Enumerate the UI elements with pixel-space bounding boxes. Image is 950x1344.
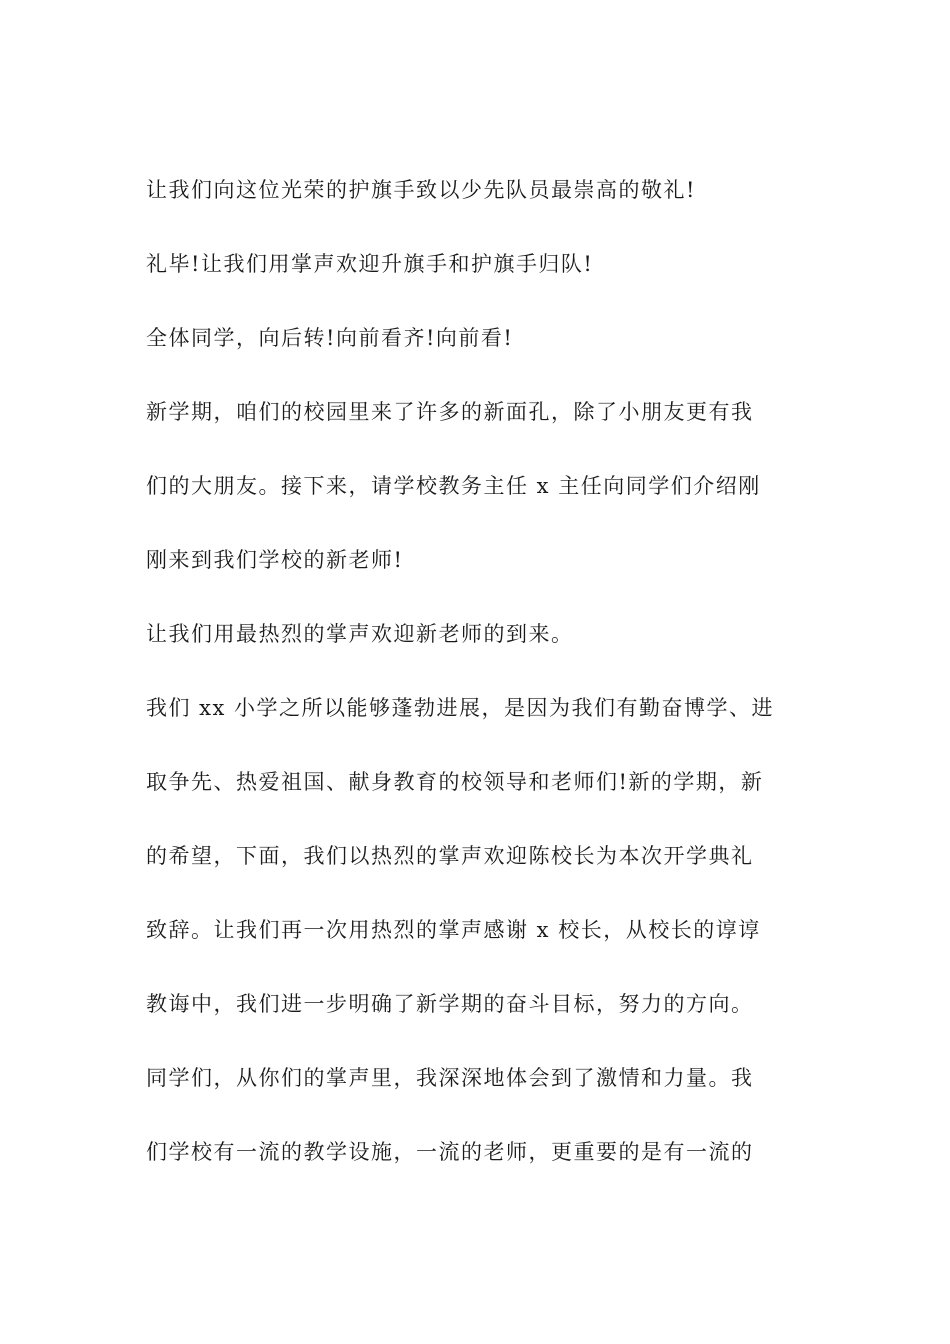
text-line: 让我们向这位光荣的护旗手致以少先队员最崇高的敬礼! <box>146 178 696 202</box>
text-line: 教诲中，我们进一步明确了新学期的奋斗目标，努力的方向。 <box>146 992 754 1016</box>
text-line: 同学们，从你们的掌声里，我深深地体会到了激情和力量。我 <box>146 1066 754 1090</box>
text-line: 取争先、热爱祖国、献身教育的校领导和老师们!新的学期，新 <box>146 770 764 794</box>
text-line: 刚来到我们学校的新老师! <box>146 548 404 572</box>
text-line: 让我们用最热烈的掌声欢迎新老师的到来。 <box>146 622 574 646</box>
text-line: 致辞。让我们再一次用热烈的掌声感谢 x 校长，从校长的谆谆 <box>146 918 761 942</box>
text-line: 们学校有一流的教学设施，一流的老师，更重要的是有一流的 <box>146 1140 754 1164</box>
text-line: 新学期，咱们的校园里来了许多的新面孔，除了小朋友更有我 <box>146 400 754 424</box>
text-line: 我们 xx 小学之所以能够蓬勃进展，是因为我们有勤奋博学、进 <box>146 696 775 720</box>
document-body <box>146 178 816 1165</box>
text-line: 全体同学，向后转!向前看齐!向前看! <box>146 326 514 350</box>
text-line: 的希望，下面，我们以热烈的掌声欢迎陈校长为本次开学典礼 <box>146 844 754 868</box>
text-line: 们的大朋友。接下来，请学校教务主任 x 主任向同学们介绍刚 <box>146 474 761 498</box>
text-line: 礼毕!让我们用掌声欢迎升旗手和护旗手归队! <box>146 252 594 276</box>
